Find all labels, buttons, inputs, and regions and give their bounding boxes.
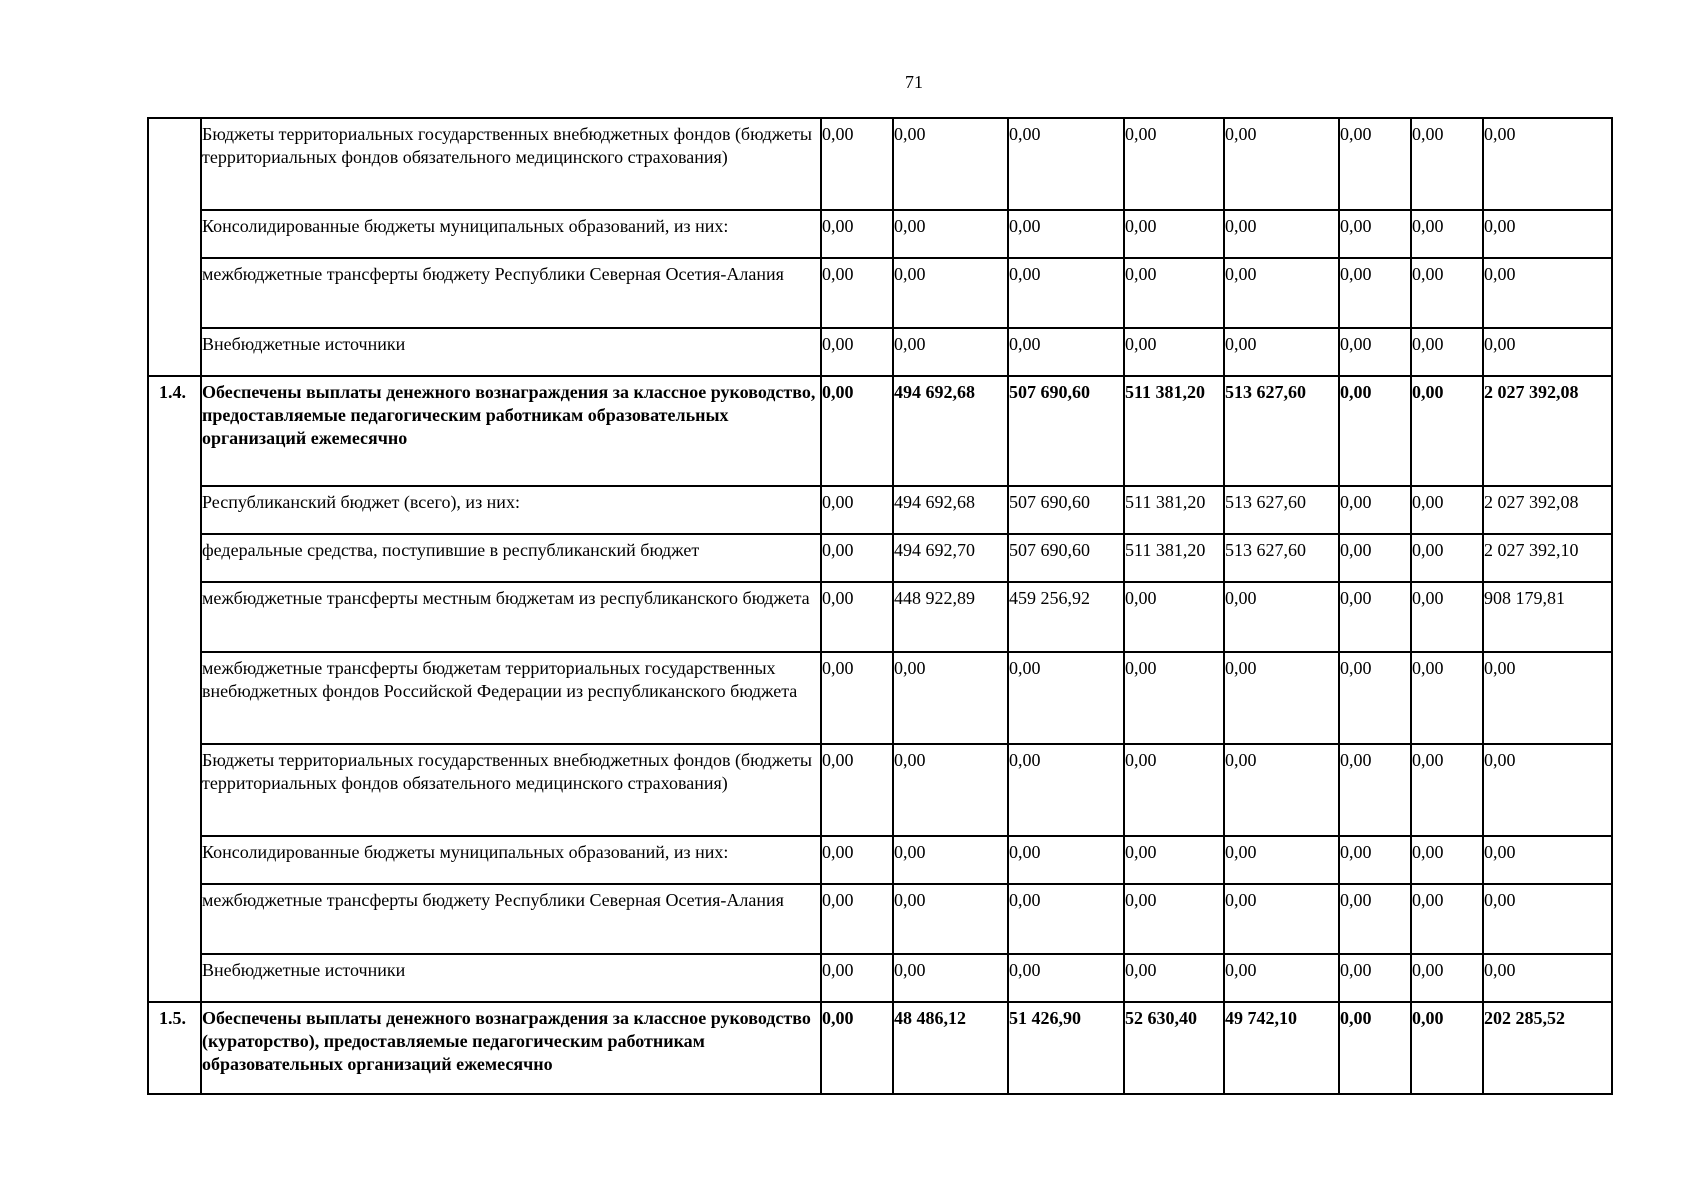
value-cell: 0,00 [1224,836,1339,884]
table-row [148,836,1612,884]
value-cell: 448 922,89 [893,582,1008,652]
value-cell: 0,00 [821,582,893,652]
value-cell: 0,00 [1124,884,1224,954]
value-cell: 0,00 [1411,210,1483,258]
value-cell: 0,00 [1339,954,1411,1002]
value-cell: 0,00 [1224,258,1339,328]
value-cell: 0,00 [1224,884,1339,954]
value-cell: 202 285,52 [1483,1002,1612,1094]
value-cell: 48 486,12 [893,1002,1008,1094]
value-cell: 0,00 [821,884,893,954]
value-cell: 0,00 [1008,652,1124,744]
value-cell: 0,00 [893,836,1008,884]
row-description-cell: Консолидированные бюджеты муниципальных образований, из них: [201,836,821,884]
table-row [148,884,1612,954]
value-cell: 0,00 [1008,210,1124,258]
value-cell: 0,00 [1483,210,1612,258]
value-cell: 0,00 [1008,884,1124,954]
table-row [148,582,1612,652]
row-description-cell: Внебюджетные источники [201,328,821,376]
table-row [148,534,1612,582]
value-cell: 0,00 [1483,744,1612,836]
value-cell: 0,00 [1224,210,1339,258]
value-cell: 513 627,60 [1224,486,1339,534]
value-cell: 0,00 [1483,954,1612,1002]
value-cell: 0,00 [893,328,1008,376]
value-cell: 0,00 [893,258,1008,328]
row-number-cell [148,836,201,884]
value-cell: 0,00 [1339,884,1411,954]
value-cell: 0,00 [1124,118,1224,210]
row-description-cell: Обеспечены выплаты денежного вознаграждения за классное руководство, предоставляемые педагогическим работникам образовательных организаций ежемесячно [201,376,821,486]
row-number-cell [148,954,201,1002]
value-cell: 0,00 [1224,652,1339,744]
value-cell: 0,00 [1411,836,1483,884]
row-number-cell [148,534,201,582]
row-description-cell: Бюджеты территориальных государственных внебюджетных фондов (бюджеты территориальных фондов обязательного медицинского страхования) [201,744,821,836]
row-number-cell [148,210,201,258]
value-cell: 0,00 [1008,328,1124,376]
value-cell: 0,00 [821,258,893,328]
row-number-cell [148,652,201,744]
value-cell: 0,00 [1224,954,1339,1002]
row-description-cell: межбюджетные трансферты местным бюджетам из республиканского бюджета [201,582,821,652]
value-cell: 0,00 [1124,652,1224,744]
value-cell: 0,00 [893,210,1008,258]
value-cell: 513 627,60 [1224,534,1339,582]
row-number-cell [148,582,201,652]
value-cell: 494 692,70 [893,534,1008,582]
value-cell: 0,00 [1483,258,1612,328]
value-cell: 0,00 [893,118,1008,210]
value-cell: 0,00 [1411,534,1483,582]
value-cell: 0,00 [821,652,893,744]
value-cell: 0,00 [1339,582,1411,652]
row-description-cell: межбюджетные трансферты бюджетам территориальных государственных внебюджетных фондов Российской Федерации из республиканского бюджета [201,652,821,744]
value-cell: 0,00 [893,652,1008,744]
value-cell: 0,00 [1411,328,1483,376]
value-cell: 0,00 [1411,486,1483,534]
value-cell: 0,00 [821,486,893,534]
value-cell: 0,00 [1339,258,1411,328]
row-description-cell: Обеспечены выплаты денежного вознаграждения за классное руководство (кураторство), предоставляемые педагогическим работникам образовательных организаций ежемесячно [201,1002,821,1094]
value-cell: 0,00 [1339,652,1411,744]
value-cell: 0,00 [1339,210,1411,258]
value-cell: 0,00 [1483,836,1612,884]
value-cell: 0,00 [1411,954,1483,1002]
value-cell: 0,00 [1008,836,1124,884]
value-cell: 0,00 [1411,884,1483,954]
value-cell: 0,00 [1411,652,1483,744]
table-row-section [148,1002,1612,1094]
value-cell: 0,00 [1339,486,1411,534]
value-cell: 52 630,40 [1124,1002,1224,1094]
value-cell: 0,00 [1339,836,1411,884]
page-number: 71 [905,72,923,92]
value-cell: 0,00 [1411,118,1483,210]
value-cell: 2 027 392,08 [1483,376,1612,486]
value-cell: 494 692,68 [893,486,1008,534]
row-number-cell [148,884,201,954]
value-cell: 507 690,60 [1008,376,1124,486]
value-cell: 0,00 [1008,258,1124,328]
value-cell: 0,00 [1224,744,1339,836]
value-cell: 0,00 [1224,328,1339,376]
value-cell: 0,00 [1124,328,1224,376]
value-cell: 0,00 [821,954,893,1002]
row-number-cell: 1.5. [148,1002,201,1094]
value-cell: 0,00 [821,118,893,210]
value-cell: 2 027 392,10 [1483,534,1612,582]
row-description-cell: Консолидированные бюджеты муниципальных образований, из них: [201,210,821,258]
table-row [148,118,1612,210]
value-cell: 2 027 392,08 [1483,486,1612,534]
value-cell: 0,00 [1124,954,1224,1002]
value-cell: 51 426,90 [1008,1002,1124,1094]
value-cell: 511 381,20 [1124,534,1224,582]
table-row [148,954,1612,1002]
value-cell: 0,00 [1224,582,1339,652]
table-row-section [148,376,1612,486]
row-number-cell [148,258,201,328]
value-cell: 0,00 [1339,328,1411,376]
table-row [148,210,1612,258]
value-cell: 0,00 [821,836,893,884]
value-cell: 494 692,68 [893,376,1008,486]
value-cell: 0,00 [821,210,893,258]
table-row [148,258,1612,328]
value-cell: 513 627,60 [1224,376,1339,486]
value-cell: 0,00 [821,1002,893,1094]
value-cell: 0,00 [1483,118,1612,210]
value-cell: 0,00 [1339,744,1411,836]
value-cell: 0,00 [893,884,1008,954]
value-cell: 0,00 [1339,376,1411,486]
value-cell: 0,00 [821,376,893,486]
table-row [148,486,1612,534]
value-cell: 0,00 [1124,836,1224,884]
value-cell: 0,00 [1124,582,1224,652]
row-number-cell [148,328,201,376]
value-cell: 0,00 [821,328,893,376]
value-cell: 0,00 [1483,884,1612,954]
value-cell: 0,00 [1411,376,1483,486]
value-cell: 0,00 [1411,258,1483,328]
table-row [148,652,1612,744]
value-cell: 0,00 [1124,258,1224,328]
value-cell: 908 179,81 [1483,582,1612,652]
value-cell: 507 690,60 [1008,486,1124,534]
value-cell: 0,00 [1124,210,1224,258]
value-cell: 0,00 [821,534,893,582]
row-description-cell: межбюджетные трансферты бюджету Республики Северная Осетия-Алания [201,258,821,328]
value-cell: 0,00 [1008,954,1124,1002]
value-cell: 0,00 [1483,328,1612,376]
row-number-cell: 1.4. [148,376,201,486]
value-cell: 0,00 [1339,118,1411,210]
value-cell: 511 381,20 [1124,486,1224,534]
value-cell: 0,00 [893,954,1008,1002]
row-number-cell [148,118,201,210]
value-cell: 459 256,92 [1008,582,1124,652]
value-cell: 0,00 [821,744,893,836]
row-number-cell [148,486,201,534]
budget-table [147,117,1613,1095]
row-description-cell: Республиканский бюджет (всего), из них: [201,486,821,534]
value-cell: 49 742,10 [1224,1002,1339,1094]
row-description-cell: Бюджеты территориальных государственных внебюджетных фондов (бюджеты территориальных фондов обязательного медицинского страхования) [201,118,821,210]
value-cell: 0,00 [1483,652,1612,744]
row-description-cell: федеральные средства, поступившие в республиканский бюджет [201,534,821,582]
value-cell: 0,00 [1411,744,1483,836]
value-cell: 0,00 [1339,534,1411,582]
table-row [148,744,1612,836]
value-cell: 0,00 [1339,1002,1411,1094]
row-number-cell [148,744,201,836]
value-cell: 0,00 [893,744,1008,836]
value-cell: 0,00 [1411,1002,1483,1094]
value-cell: 0,00 [1008,118,1124,210]
value-cell: 0,00 [1008,744,1124,836]
row-description-cell: межбюджетные трансферты бюджету Республики Северная Осетия-Алания [201,884,821,954]
table-row [148,328,1612,376]
value-cell: 0,00 [1224,118,1339,210]
row-description-cell: Внебюджетные источники [201,954,821,1002]
value-cell: 0,00 [1124,744,1224,836]
value-cell: 507 690,60 [1008,534,1124,582]
value-cell: 511 381,20 [1124,376,1224,486]
value-cell: 0,00 [1411,582,1483,652]
